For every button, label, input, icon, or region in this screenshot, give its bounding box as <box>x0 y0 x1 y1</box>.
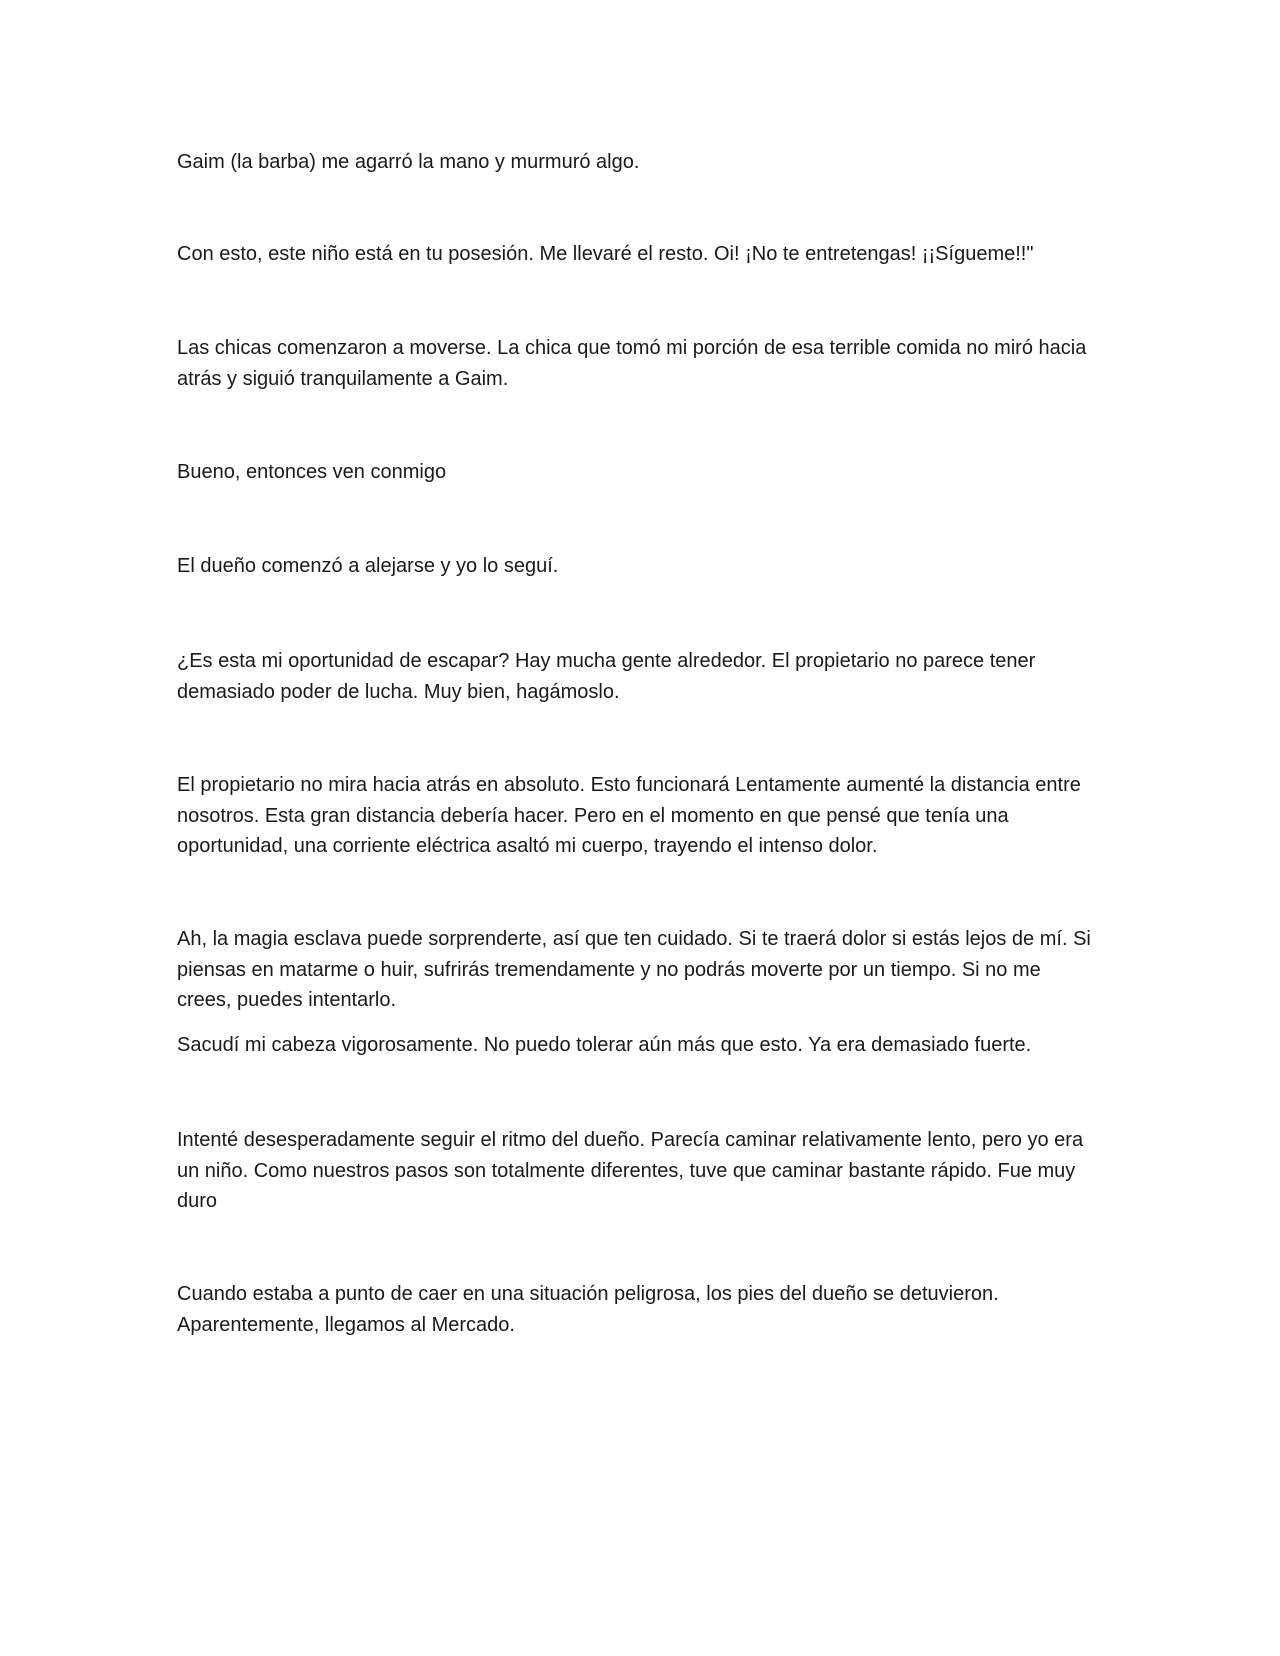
paragraph-8: Ah, la magia esclava puede sorprenderte, así que ten cuidado. Si te traerá dolor si estás lejos de mí. Si piensas en matarme o huir, sufrirás tremendamente y no podrás moverte por un tiempo. Si no me crees, puedes intentarlo. <box>177 928 1091 1011</box>
paragraph-9: Sacudí mi cabeza vigorosamente. No puedo tolerar aún más que esto. Ya era demasiado fuerte. <box>177 1034 1032 1056</box>
paragraph-6: ¿Es esta mi oportunidad de escapar? Hay mucha gente alrededor. El propietario no parece tener demasiado poder de lucha. Muy bien, hagámoslo. <box>177 650 1036 703</box>
paragraph-2: Con esto, este niño está en tu posesión. Me llevaré el resto. Oi! ¡No te entretengas! ¡¡Sígueme!!" <box>177 243 1034 265</box>
paragraph-4: Bueno, entonces ven conmigo <box>177 461 447 483</box>
paragraph-3: Las chicas comenzaron a moverse. La chica que tomó mi porción de esa terrible comida no miró hacia atrás y siguió tranquilamente a Gaim. <box>177 337 1087 390</box>
paragraph-11: Cuando estaba a punto de caer en una situación peligrosa, los pies del dueño se detuvieron. Aparentemente, llegamos al Mercado. <box>177 1283 999 1336</box>
paragraph-1: Gaim (la barba) me agarró la mano y murmuró algo. <box>177 151 640 173</box>
paragraph-10: Intenté desesperadamente seguir el ritmo del dueño. Parecía caminar relativamente lento, pero yo era un niño. Como nuestros pasos son totalmente diferentes, tuve que caminar bastante rápido. Fue muy duro <box>177 1129 1084 1212</box>
paragraph-5: El dueño comenzó a alejarse y yo lo seguí. <box>177 555 559 577</box>
paragraph-7: El propietario no mira hacia atrás en absoluto. Esto funcionará Lentamente aumenté la distancia entre nosotros. Esta gran distancia debería hacer. Pero en el momento en que pensé que tenía una oportunidad, una corriente eléctrica asaltó mi cuerpo, trayendo el intenso dolor. <box>177 774 1081 857</box>
